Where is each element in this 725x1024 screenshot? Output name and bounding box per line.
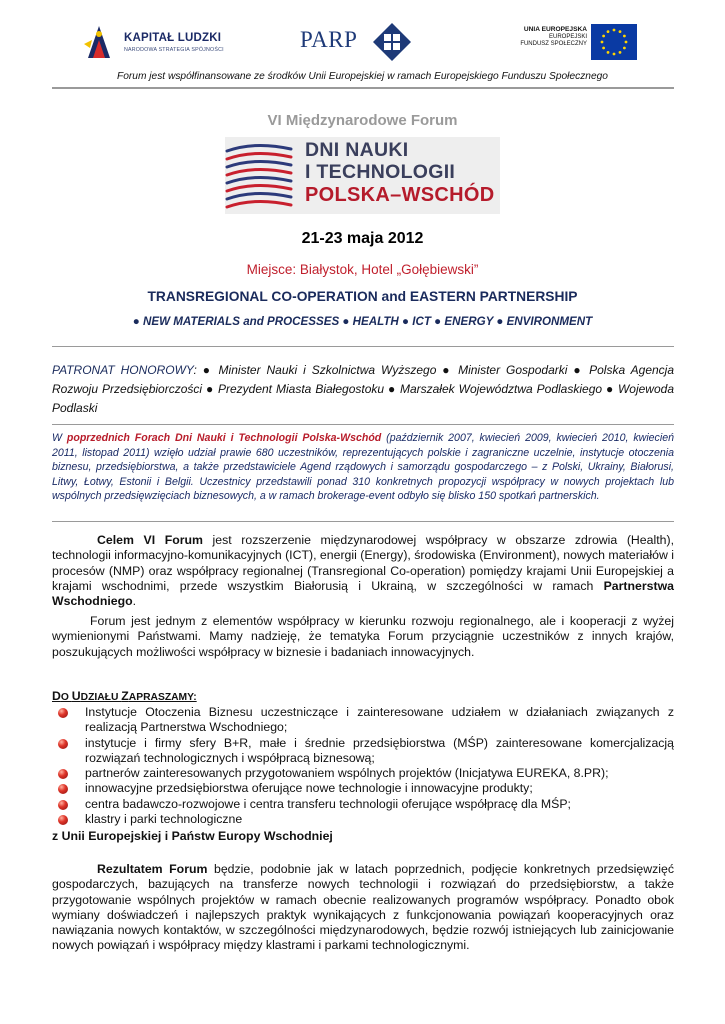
result-text: będzie, podobnie jak w latach poprzednich, podjęcie konkretnych przedsięwzięć gospodarczych, bazujących na transferze nowych technologii i rozwiązań do przedsiębiorstw, a także przygotowanie wspólnych projektów w ramach obecnie realizowanych programów współpracy. Ponadto obok wymiany doświadczeń i najlepszych praktyk wynikających z funkcjonowania powiązań kooperacyjnych oraz nawiązania nowych kontaktów, w szczególności międzynarodowych, będzie rozwój istniejących lub zainicjowanie nowych powiązań i współpracy między klastrami i parkami technologicznymi.	[52, 862, 674, 953]
parp-logo	[300, 18, 420, 68]
red-bullet-icon	[58, 769, 68, 779]
invite-heading: DO UDZIAŁU ZAPRASZAMY:	[52, 689, 197, 703]
red-bullet-icon	[58, 708, 68, 718]
honorary-patronage	[52, 361, 674, 418]
divider	[52, 424, 674, 425]
red-bullet-icon	[58, 739, 68, 749]
goal-bold-start: Celem VI Forum	[97, 533, 203, 547]
goal-end: .	[132, 594, 137, 609]
list-item: klastry i parki technologiczne	[52, 812, 674, 827]
forum-text: Forum jest jednym z elementów współpracy w kierunku rozwoju regionalnego, ale i kooperacji z wyżej wymienionymi Państwami. Mamy nadzieję, że tematyka Forum przyciągnie uczestników z innych krajów, poszukujących możliwości współpracy w biznesie i badaniach innowacyjnych.	[52, 614, 674, 659]
red-bullet-icon	[58, 815, 68, 825]
invite-list	[52, 705, 674, 827]
list-item: instytucje i firmy sfery B+R, małe i średnie przedsiębiorstwa (MŚP) zainteresowane komercjalizacją rozwiązań technologicznych i współpracą biznesową;	[52, 736, 674, 767]
divider	[52, 346, 674, 347]
kapital-ludzki-title: KAPITAŁ LUDZKI	[124, 32, 222, 44]
cofinancing-note: Forum jest współfinansowane ze środków Unii Europejskiej w ramach Europejskiego Funduszu Społecznego	[117, 71, 608, 82]
list-item: partnerów zainteresowanych przygotowaniem wspólnych projektów (Inicjatywa EUREKA, 8.PR);	[52, 766, 674, 781]
eu-line-2: EUROPEJSKI	[548, 33, 587, 40]
result-paragraph	[52, 862, 674, 954]
event-topics: ● NEW MATERIALS and PROCESSES ● HEALTH ● ICT ● ENERGY ● ENVIRONMENT	[132, 315, 593, 328]
banner-line-2: I TECHNOLOGII	[305, 161, 456, 183]
previous-forums-paragraph	[52, 431, 674, 504]
divider	[52, 521, 674, 522]
event-banner	[225, 137, 500, 214]
kapital-ludzki-emblem-icon	[84, 24, 114, 60]
forum-paragraph	[52, 614, 674, 660]
event-place: Miejsce: Białystok, Hotel „Gołębiewski”	[246, 262, 479, 277]
previous-text: (październik 2007, kwiecień 2009, kwiecień 2010, kwiecień 2011, listopad 2011) wzięło udział prawie 680 uczestników, reprezentujących polskie i zagraniczne uczelnie, instytucje otoczenia biznesu, przedsiębiorstwa, a także przedstawiciele Agend rządowych i samorządu gospodarczego – z Polski, Ukrainy, Białorusi, Litwy, Łotwy, Estonii i Belgii. Uczestnicy przedstawili ponad 310 konkretnych propozycji współpracy w nowych projektach lub wspólnych przedsięwzięciach biznesowych, a w ramach brokerage-event odbyło się blisko 150 spotkań partnerskich.	[52, 432, 674, 502]
goal-paragraph	[52, 533, 674, 609]
parp-wordmark: PARP	[300, 27, 358, 52]
patronage-text: : ● Minister Nauki i Szkolnictwa Wyższego ● Minister Gospodarki ● Polska Agencja Rozwoju Przedsiębiorczości ● Prezydent Miasta Białegostoku ● Marszałek Województwa Podlaskiego ● Wojewoda Podlaski	[52, 363, 675, 415]
kapital-ludzki-logo	[84, 22, 234, 64]
eu-line-1: UNIA EUROPEJSKA	[523, 26, 587, 33]
goal-text: jest rozszerzenie międzynarodowej współpracy w obszarze zdrowia (Health), technologii informacyjno-komunikacyjnych (ICT), energii (Energy), środowiska (Environment), nowych materiałów i procesów (NMP) oraz współpracy regionalnej (Transregional Co-operation) pomiędzy krajami Unii Europejskiej a krajami wschodnimi, przede wszystkim Białorusią i Ukrainą, w szczególności w ramach	[52, 533, 674, 593]
list-item: Instytucje Otoczenia Biznesu uczestniczące i zainteresowane udziałem w działaniach związanych z realizacją Partnerstwa Wschodniego;	[52, 705, 674, 736]
red-bullet-icon	[58, 784, 68, 794]
list-item: centra badawczo-rozwojowe i centra transferu technologii oferujące współpracę dla MŚP;	[52, 797, 674, 812]
previous-lead: W	[52, 432, 67, 444]
goal-bold-end: Partnerstwa Wschodniego	[52, 578, 674, 609]
banner-line-3: POLSKA–WSCHÓD	[305, 184, 495, 206]
eu-line-3: FUNDUSZ SPOŁECZNY	[520, 41, 587, 47]
kapital-ludzki-subtitle: NARODOWA STRATEGIA SPÓJNOŚCI	[124, 47, 224, 53]
forum-title: VI Międzynarodowe Forum	[267, 112, 458, 129]
divider	[52, 87, 674, 89]
invite-closing: z Unii Europejskiej i Państw Europy Wschodniej	[52, 829, 333, 843]
list-item: innowacyjne przedsiębiorstwa oferujące nowe technologie i innowacyjne produkty;	[52, 781, 674, 796]
eu-flag-icon	[591, 24, 637, 60]
red-bullet-icon	[58, 800, 68, 810]
eu-social-fund-logo	[512, 22, 637, 64]
event-date: 21-23 maja 2012	[301, 230, 424, 247]
patronage-label: PATRONAT HONOROWY	[52, 363, 194, 377]
banner-wave-graphic	[225, 137, 293, 214]
result-bold: Rezultatem Forum	[97, 862, 208, 876]
banner-line-1: DNI NAUKI	[305, 139, 409, 161]
parp-emblem-icon	[372, 22, 412, 62]
event-theme: TRANSREGIONAL CO-OPERATION and EASTERN PARTNERSHIP	[147, 289, 578, 304]
eu-logo-text	[520, 26, 587, 49]
previous-highlight: poprzednich Forach Dni Nauki i Technologii Polska-Wschód	[66, 432, 382, 444]
